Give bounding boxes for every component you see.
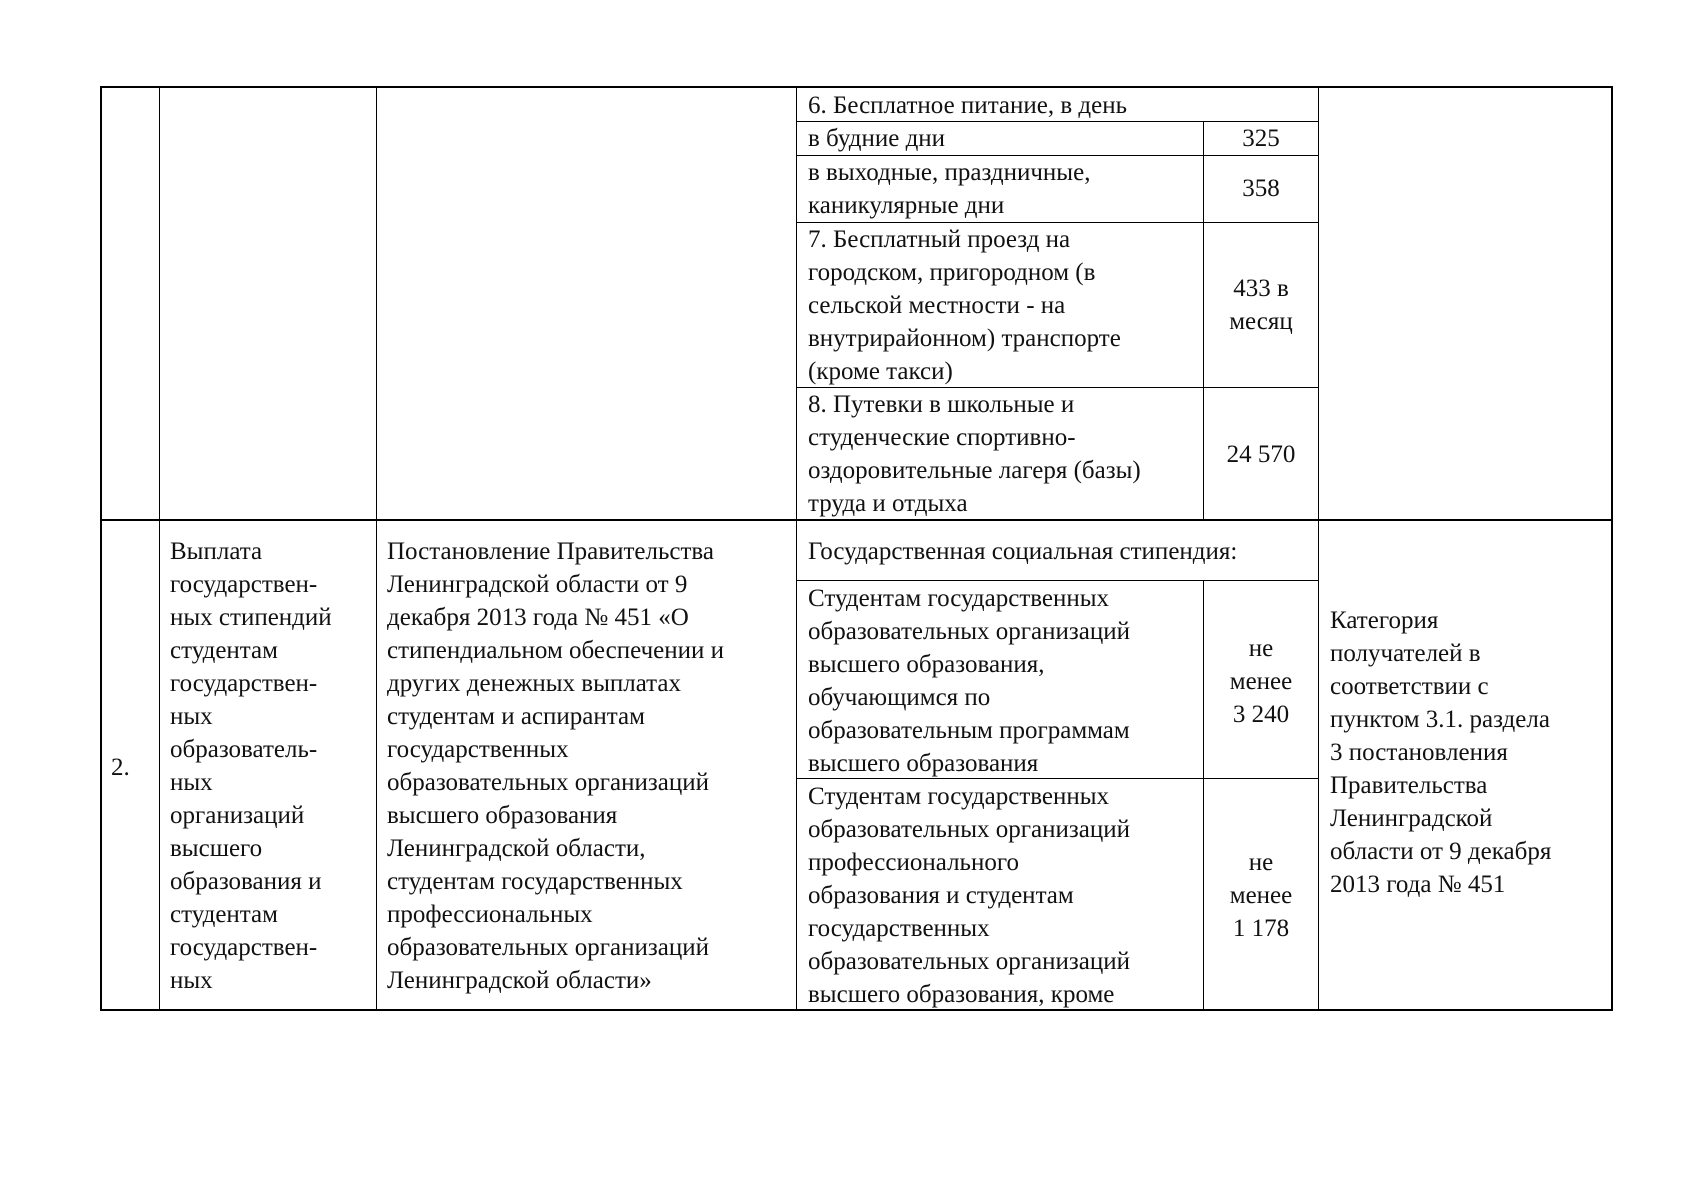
line: области от 9 декабря — [1330, 838, 1552, 865]
line: высшего образования, — [808, 651, 1045, 678]
row-1-benefit-6b-name — [808, 156, 1090, 222]
line: 7. Бесплатный проезд на — [808, 226, 1071, 253]
line: высшего образования — [808, 750, 1039, 777]
line: (кроме такси) — [808, 358, 953, 385]
row-1-benefit-6a-name — [808, 122, 945, 155]
row-2-benefit-1-value — [1204, 632, 1318, 731]
row-2-recipients — [1330, 604, 1551, 901]
col-border-1 — [159, 86, 160, 1011]
line: высшего образования — [387, 802, 618, 829]
line: 24 570 — [1226, 441, 1296, 468]
row-1-benefit-7-name — [808, 223, 1121, 388]
line: месяц — [1229, 308, 1293, 335]
line: 2013 года № 451 — [1330, 871, 1506, 898]
row-1-benefit-8-value — [1204, 438, 1318, 471]
row-2-basis — [387, 535, 724, 997]
row-1-benefit-6b-value — [1204, 172, 1318, 205]
line: стипендиальном обеспечении и — [387, 637, 725, 664]
line: государственных — [808, 915, 990, 942]
line: государствен- — [170, 934, 318, 961]
col-border-2 — [376, 86, 377, 1011]
line: Государственная социальная стипендия: — [808, 538, 1238, 565]
line: государствен- — [170, 571, 318, 598]
line: Студентам государственных — [808, 783, 1110, 810]
line: 3 240 — [1232, 701, 1290, 728]
line: менее — [1229, 882, 1293, 909]
line: сельской местности - на — [808, 292, 1066, 319]
line: ных — [170, 769, 213, 796]
line: организаций — [170, 802, 305, 829]
line: оздоровительные лагеря (базы) — [808, 457, 1141, 484]
line: пунктом 3.1. раздела — [1330, 706, 1550, 733]
line: Категория — [1330, 607, 1439, 634]
line: труда и отдыха — [808, 490, 968, 517]
line: образования и — [170, 868, 322, 895]
col-border-6 — [1611, 86, 1613, 1011]
line: Правительства — [1330, 772, 1488, 799]
line: образовательных организаций — [387, 934, 710, 961]
line: высшего образования, кроме — [808, 981, 1115, 1008]
line: каникулярные дни — [808, 192, 1005, 219]
line: Ленинградской области» — [387, 967, 652, 994]
row-2-benefit-2-value — [1204, 846, 1318, 945]
row-1-benefit-6a-value — [1204, 122, 1318, 155]
table-top-border — [100, 86, 1613, 88]
line: государствен- — [170, 670, 318, 697]
line: образования и студентам — [808, 882, 1074, 909]
line: 1 178 — [1232, 915, 1290, 942]
col-border-0 — [100, 86, 102, 1011]
line: 3 постановления — [1330, 739, 1508, 766]
line: образовательных организаций — [808, 618, 1131, 645]
col-border-3 — [796, 86, 797, 1011]
line: в будние дни — [808, 125, 946, 152]
line: Ленинградской области, — [387, 835, 646, 862]
col-border-5 — [1318, 86, 1319, 1011]
line: 6. Бесплатное питание, в день — [808, 92, 1128, 119]
row-2-number — [111, 751, 130, 784]
row-1-benefit-7-value — [1204, 272, 1318, 338]
line: студенческие спортивно- — [808, 424, 1076, 451]
row-1-benefit-6-name — [808, 89, 1127, 122]
line: 2. — [111, 754, 130, 781]
line: Студентам государственных — [808, 585, 1110, 612]
row-2-benefit-1-name — [808, 582, 1130, 780]
line: не — [1248, 849, 1274, 876]
line: студентам и аспирантам — [387, 703, 645, 730]
line: получателей в — [1330, 640, 1481, 667]
line: государственных — [387, 736, 569, 763]
line: образовательным программам — [808, 717, 1130, 744]
line: 433 в — [1233, 275, 1289, 302]
line: в выходные, праздничные, — [808, 159, 1091, 186]
line: ных — [170, 703, 213, 730]
line: ных стипендий — [170, 604, 332, 631]
line: обучающимся по — [808, 684, 991, 711]
row-2-measure — [170, 535, 332, 997]
line: студентам государственных — [387, 868, 683, 895]
line: профессионального — [808, 849, 1019, 876]
row-1-benefit-8-name — [808, 388, 1141, 520]
line: ных — [170, 967, 213, 994]
line: внутрирайонном) транспорте — [808, 325, 1121, 352]
row-2-header — [808, 535, 1237, 568]
line: 358 — [1242, 175, 1280, 202]
line: городском, пригородном (в — [808, 259, 1096, 286]
line: менее — [1229, 668, 1293, 695]
line: Ленинградской — [1330, 805, 1493, 832]
line: соответствии с — [1330, 673, 1489, 700]
line: студентам — [170, 901, 278, 928]
line: образовательных организаций — [808, 948, 1131, 975]
sub-line-5 — [796, 580, 1319, 581]
line: Ленинградской области от 9 — [387, 571, 688, 598]
line: образовательных организаций — [387, 769, 710, 796]
line: 8. Путевки в школьные и — [808, 391, 1075, 418]
line: профессиональных — [387, 901, 593, 928]
line: высшего — [170, 835, 263, 862]
line: студентам — [170, 637, 278, 664]
line: 325 — [1242, 125, 1280, 152]
line: образователь- — [170, 736, 318, 763]
line: других денежных выплатах — [387, 670, 681, 697]
line: не — [1248, 635, 1274, 662]
row-2-benefit-2-name — [808, 780, 1130, 1011]
line: Постановление Правительства — [387, 538, 714, 565]
line: образовательных организаций — [808, 816, 1131, 843]
line: декабря 2013 года № 451 «О — [387, 604, 689, 631]
line: Выплата — [170, 538, 263, 565]
